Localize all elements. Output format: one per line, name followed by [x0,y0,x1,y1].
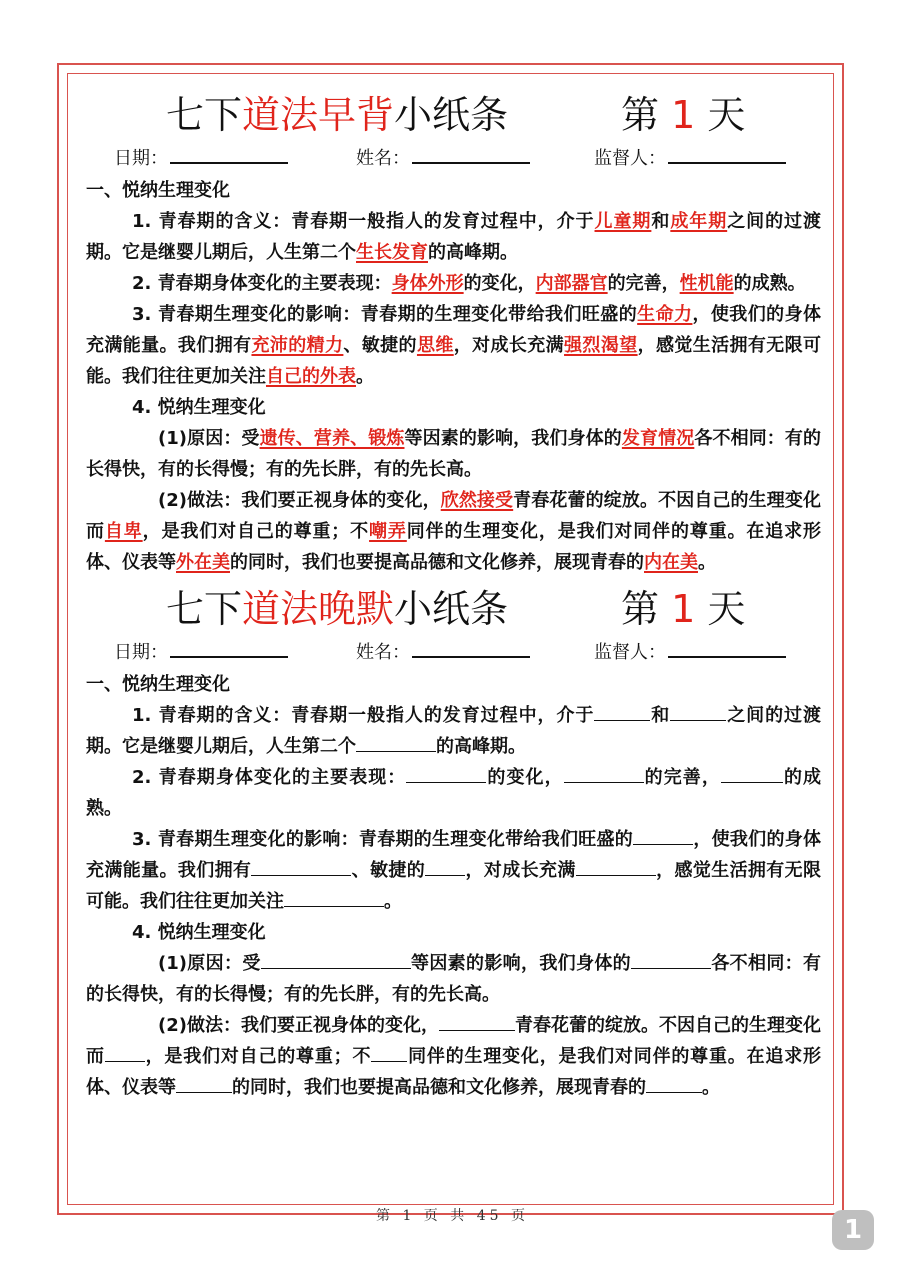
evening-section-heading: 一、悦纳生理变化 [86,674,230,695]
morning-point-2: 2. 青春期身体变化的主要表现：身体外形的变化，内部器官的完善，性机能的成熟。 [132,273,806,294]
fill-blank[interactable] [721,765,783,783]
fill-blank[interactable] [406,765,486,783]
evening-fields [86,636,821,670]
morning-fields [86,142,821,176]
morning-point-3: 3. 青春期生理变化的影响：青春期的生理变化带给我们旺盛的生命力，使我们的身体充满能量。我们拥有充沛的精力、敏捷的思维，对成长充满强烈渴望，感觉生活拥有无限可能。我们往往更加关注自己的外表。 [86,304,822,387]
fill-blank[interactable] [371,1044,407,1062]
fill-blank[interactable] [646,1075,702,1093]
evening-point-3: 3. 青春期生理变化的影响：青春期的生理变化带给我们旺盛的 ，使我们的身体充满能量。我们拥有 、敏捷的 ，对成长充满 ，感觉生活拥有无限可能。我们往往更加关注 。 [86,829,822,912]
fill-blank[interactable] [251,858,351,876]
fill-blank[interactable] [564,765,644,783]
evening-title-text: 七下道法晚默小纸条 [166,587,509,631]
morning-point-1: 1. 青春期的含义：青春期一般指人的发育过程中，介于儿童期和成年期之间的过渡期。它是继婴儿期后，人生第二个生长发育的高峰期。 [86,211,821,263]
fill-blank[interactable] [633,827,693,845]
morning-section-heading: 一、悦纳生理变化 [86,180,230,201]
evening-point-4: 4. 悦纳生理变化 [132,922,266,943]
morning-title [86,88,821,142]
fill-blank[interactable] [425,858,465,876]
fill-blank[interactable] [176,1075,232,1093]
evening-day-label: 第 1 天 [621,587,746,631]
page-footer: 第 1 页 共 45 页 [376,1208,529,1224]
name-field[interactable]: 姓名： [356,636,530,670]
evening-point-4-2: (2)做法：我们要正视身体的变化， 青春花蕾的绽放。不因自己的生理变化而 ，是我们对自己的尊重；不 同伴的生理变化，是我们对同伴的尊重。在追求形体、仪表等 的同时，我们也要提高品德和文化修养，展现青春的 。 [86,1015,822,1098]
morning-title-text: 七下道法早背小纸条 [166,93,509,137]
fill-blank[interactable] [594,703,650,721]
morning-day-label: 第 1 天 [621,93,746,137]
evening-point-2: 2. 青春期身体变化的主要表现： 的变化， 的完善， 的成熟。 [86,767,821,819]
supervisor-field[interactable]: 监督人： [594,142,786,176]
fill-blank[interactable] [670,703,726,721]
worksheet-content [86,88,821,1103]
fill-blank[interactable] [105,1044,145,1062]
morning-point-4-2: (2)做法：我们要正视身体的变化，欣然接受青春花蕾的绽放。不因自己的生理变化而自卑，是我们对自己的尊重；不嘲弄同伴的生理变化，是我们对同伴的尊重。在追求形体、仪表等外在美的同时，我们也要提高品德和文化修养，展现青春的内在美。 [86,490,822,573]
evening-point-4-1: (1)原因：受 等因素的影响，我们身体的 各不相同：有的长得快，有的长得慢；有的先长胖，有的先长高。 [86,953,822,1005]
name-field[interactable]: 姓名： [356,142,530,176]
evening-point-1: 1. 青春期的含义：青春期一般指人的发育过程中，介于 和 之间的过渡期。它是继婴儿期后，人生第二个 的高峰期。 [86,705,822,757]
fill-blank[interactable] [439,1013,515,1031]
date-field[interactable]: 日期： [114,636,288,670]
evening-title [86,582,821,636]
morning-point-4-1: (1)原因：受遗传、营养、锻炼等因素的影响，我们身体的发育情况各不相同：有的长得快，有的长得慢；有的先长胖，有的先长高。 [86,428,822,480]
fill-blank[interactable] [261,951,411,969]
fill-blank[interactable] [356,734,436,752]
date-field[interactable]: 日期： [114,142,288,176]
fill-blank[interactable] [631,951,711,969]
fill-blank[interactable] [576,858,656,876]
morning-point-4: 4. 悦纳生理变化 [132,397,266,418]
fill-blank[interactable] [284,889,384,907]
supervisor-field[interactable]: 监督人： [594,636,786,670]
page-number-badge[interactable]: 1 [832,1210,874,1250]
